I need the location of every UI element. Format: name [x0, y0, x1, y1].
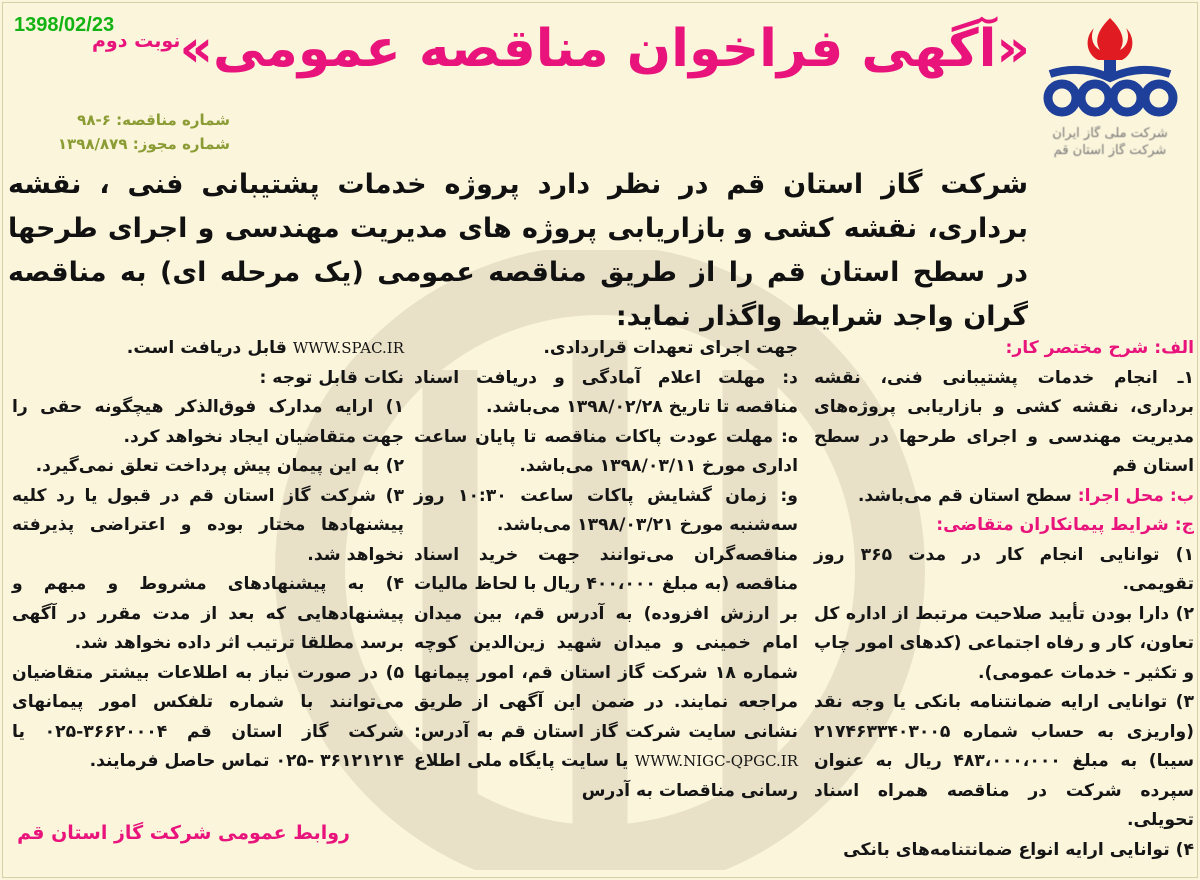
- round-label: نوبت دوم: [92, 30, 181, 52]
- tender-number: شماره مناقصه: ۶-۹۸: [77, 111, 230, 129]
- logo-caption: [1045, 126, 1175, 160]
- section-a-title: الف: شرح مختصر کار:: [1005, 338, 1194, 358]
- spac-text: قابل دریافت است.: [126, 338, 293, 358]
- note-4: ۴) به پیشنهادهای مشروط و مبهم و پیشنهادهایی که بعد از مدت مقرر در آگهی برسد مطلقا ترتیب اثر داده نخواهد شد.: [12, 574, 404, 653]
- nigc-site-link[interactable]: WWW.NIGC-QPGC.IR: [634, 752, 798, 770]
- section-a-text: ۱ـ انجام خدمات پشتیبانی فنی، نقشه برداری، نقشه کشی و بازاریابی پروژه‌های مدیریت مهندسی و اجرای طرحها در سطح استان قم: [814, 367, 1194, 476]
- note-5: ۵) در صورت نیاز به اطلاعات بیشتر متقاضیان می‌توانند با شماره تلفکس امور پیمانهای شرکت گاز استان قم ۳۶۶۲۰۰۰۴-۰۲۵ یا ۳۶۱۲۱۲۱۴ -۰۲۵ تماس حاصل فرمایند.: [12, 662, 404, 771]
- section-b-text: سطح استان قم می‌باشد.: [857, 485, 1078, 506]
- note-3: ۳) شرکت گاز استان قم در قبول یا رد کلیه پیشنهادها مختار بوده و اعتراضی پذیرفته نخواهد شد.: [12, 485, 404, 565]
- section-e: ه: مهلت عودت پاکات مناقصه تا پایان ساعت اداری مورخ ۱۳۹۸/۰۳/۱۱ می‌باشد.: [414, 426, 798, 476]
- date-stamp: 1398/02/23: [14, 14, 115, 36]
- column-right: [814, 334, 1194, 865]
- intro-paragraph: شرکت گاز استان قم در نظر دارد پروژه خدمات پشتیبانی فنی ، نقشه برداری، نقشه کشی و بازاریابی پروژه های مدیریت مهندسی و اجرای طرحها در سطح استان قم را از طریق مناقصه عمومی (یک مرحله ای) به مناقصه گران واجد شرایط واگذار نماید:: [8, 169, 1028, 332]
- logo-caption-line-1: شرکت ملی گاز ایران: [1052, 126, 1168, 141]
- contract-obligations: جهت اجرای تعهدات قراردادی.: [543, 338, 798, 358]
- condition-3: ۳) توانایی ارایه ضمانتنامه بانکی یا وجه نقد (واریزی به حساب شماره ۲۱۷۴۶۳۳۴۰۳۰۰۵ سیبا) به مبلغ ۴۸۳،۰۰۰،۰۰۰ ریال به عنوان سپرده شرکت در مناقصه همراه اسناد تحویلی.: [814, 692, 1194, 830]
- section-f: و: زمان گشایش پاکات ساعت ۱۰:۳۰ روز سه‌شنبه مورخ ۱۳۹۸/۰۳/۲۱ می‌باشد.: [414, 485, 798, 535]
- column-left: [12, 334, 404, 777]
- purchase-text: مناقصه‌گران می‌توانند جهت خرید اسناد مناقصه (به مبلغ ۴۰۰،۰۰۰ ریال با لحاظ مالیات بر ارزش افزوده) به آدرس قم، بین میدان امام خمینی و میدان شهید زین‌الدین کوچه شماره ۱۸ شرکت گاز استان قم، امور پیمانها مراجعه نمایند. در ضمن این آگهی از طریق نشانی سایت شرکت گاز استان قم به آدرس:: [414, 544, 798, 742]
- spac-site-link[interactable]: WWW.SPAC.IR: [292, 339, 404, 357]
- note-1: ۱) ارایه مدارک فوق‌الذکر هیچگونه حقی را جهت متقاضیان ایجاد نخواهد کرد.: [12, 397, 404, 447]
- condition-4: ۴) توانایی ارایه انواع ضمانتنامه‌های بانکی: [843, 839, 1194, 860]
- permit-number: شماره مجوز: ۱۳۹۸/۸۷۹: [57, 135, 230, 153]
- tender-numbers: [10, 108, 230, 156]
- note-2: ۲) به این پیمان پیش پرداخت تعلق نمی‌گیرد.: [35, 456, 404, 476]
- section-d: د: مهلت اعلام آمادگی و دریافت اسناد مناقصه تا تاریخ ۱۳۹۸/۰۲/۲۸ می‌باشد.: [414, 367, 798, 417]
- page-title: «آگهی فراخوان مناقصه عمومی»: [179, 19, 1030, 79]
- column-middle: [414, 334, 798, 806]
- section-b-title: ب: محل اجرا:: [1077, 485, 1194, 506]
- nigc-flame-logo-icon: [1040, 14, 1180, 119]
- section-c-title: ج: شرایط پیمانکاران متقاضی:: [936, 515, 1194, 535]
- purchase-text-end: یا سایت پایگاه ملی اطلاع رسانی مناقصات به آدرس: [414, 751, 798, 801]
- condition-2: ۲) دارا بودن تأیید صلاحیت مرتبط از اداره کل تعاون، کار و رفاه اجتماعی (کدهای امور چاپ و تکثیر - خدمات عمومی).: [814, 603, 1194, 683]
- notes-title: نکات قابل توجه :: [259, 367, 404, 388]
- public-relations-signature: روابط عمومی شرکت گاز استان قم: [17, 822, 350, 844]
- condition-1: ۱) توانایی انجام کار در مدت ۳۶۵ روز تقویمی.: [814, 544, 1194, 594]
- logo-caption-line-2: شرکت گاز استان قم: [1053, 142, 1167, 158]
